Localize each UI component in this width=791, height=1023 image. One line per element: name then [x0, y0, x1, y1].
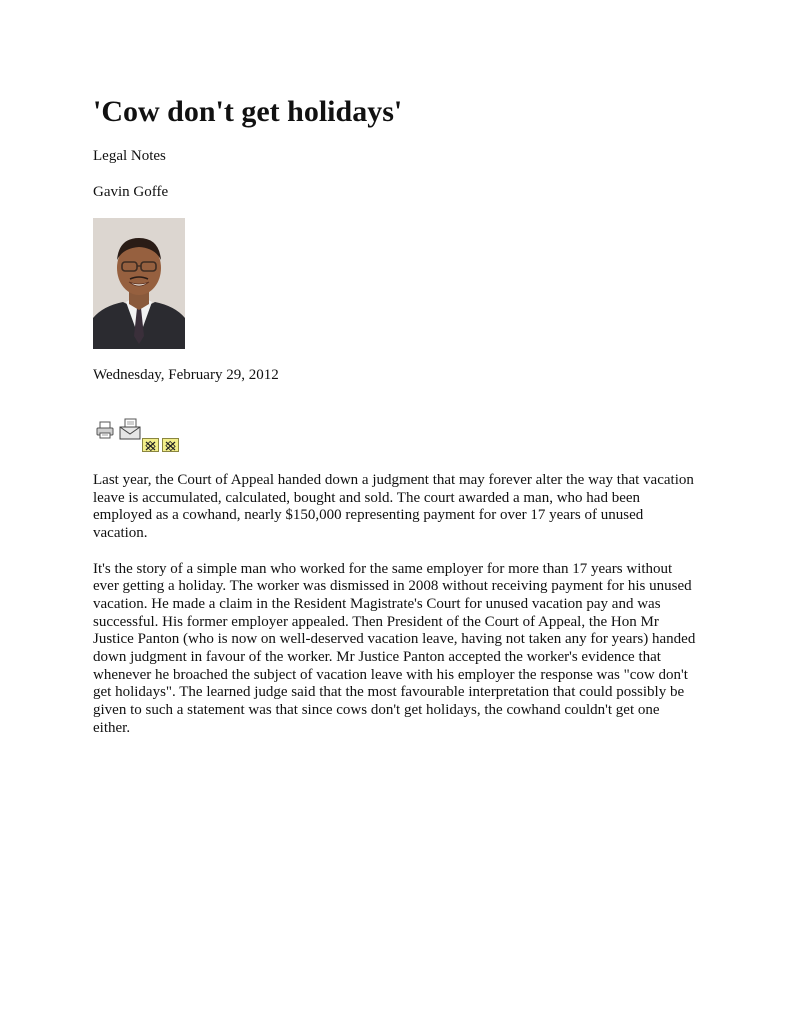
author-photo: [93, 218, 185, 349]
author-portrait-image: [93, 218, 185, 349]
article-tools: [93, 418, 193, 458]
email-icon[interactable]: [119, 418, 141, 440]
article-section: Legal Notes: [93, 148, 166, 164]
article-body: [93, 472, 699, 755]
print-icon[interactable]: [95, 420, 115, 440]
article-date: Wednesday, February 29, 2012: [93, 367, 279, 383]
article-paragraph: It's the story of a simple man who worked for the same employer for more than 17 years without ever getting a holiday. The worker was dismissed in 2008 without receiving payment for his unused vacation. He made a claim in the Resident Magistrate's Court for unused vacation pay and was successful. His former employer appealed. Then President of the Court of Appeal, the Hon Mr Justice Panton (who is now on well-deserved vacation leave, having not taken any for years) handed down judgment in favour of the worker. Mr Justice Panton accepted the worker's evidence that whenever he broached the subject of vacation leave with his employer the response was "cow don't get holidays". The learned judge said that the most favourable interpretation that could possibly be given to such a statement was that since cows don't get holidays, the cowhand couldn't get one either.: [93, 560, 696, 736]
font-decrease-icon[interactable]: [142, 438, 159, 452]
article-paragraph: Last year, the Court of Appeal handed down a judgment that may forever alter the way that vacation leave is accumulated, calculated, bought and sold. The court awarded a man, who had been employed as a cowhand, nearly $150,000 representing payment for over 17 years of unused vacation.: [93, 472, 694, 542]
article-title: 'Cow don't get holidays': [93, 95, 403, 128]
article-author: Gavin Goffe: [93, 184, 169, 200]
font-increase-icon[interactable]: [162, 438, 179, 452]
